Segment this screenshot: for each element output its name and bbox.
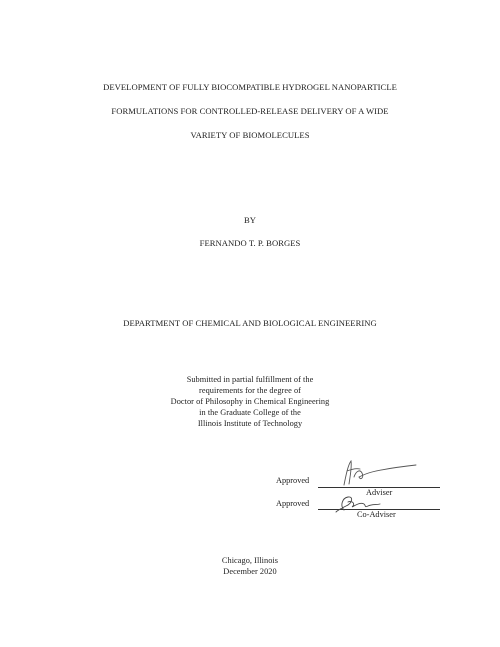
title-line-1: DEVELOPMENT OF FULLY BIOCOMPATIBLE HYDROGEL NANOPARTICLE — [103, 82, 397, 92]
submission-line-4: in the Graduate College of the — [199, 408, 301, 417]
submission-line-1: Submitted in partial fulfillment of the — [186, 375, 314, 384]
department-name: DEPARTMENT OF CHEMICAL AND BIOLOGICAL ENGINEERING — [123, 318, 377, 328]
approved-label-1: Approved — [276, 476, 310, 485]
title-line-2: FORMULATIONS FOR CONTROLLED-RELEASE DELIVERY OF A WIDE — [111, 106, 389, 116]
submission-line-2: requirements for the degree of — [199, 386, 301, 395]
submission-line-3: Doctor of Philosophy in Chemical Engineering — [170, 397, 330, 406]
submission-date: December 2020 — [223, 567, 277, 576]
co-adviser-label: Co-Adviser — [357, 510, 396, 519]
by-label: BY — [243, 215, 257, 225]
approved-label-2: Approved — [276, 499, 310, 508]
adviser-label: Adviser — [366, 488, 393, 497]
author-name: FERNANDO T. P. BORGES — [199, 238, 301, 248]
submission-line-5: Illinois Institute of Technology — [197, 419, 303, 428]
location: Chicago, Illinois — [221, 556, 279, 565]
title-line-3: VARIETY OF BIOMOLECULES — [190, 130, 310, 140]
adviser-signature — [338, 457, 418, 489]
